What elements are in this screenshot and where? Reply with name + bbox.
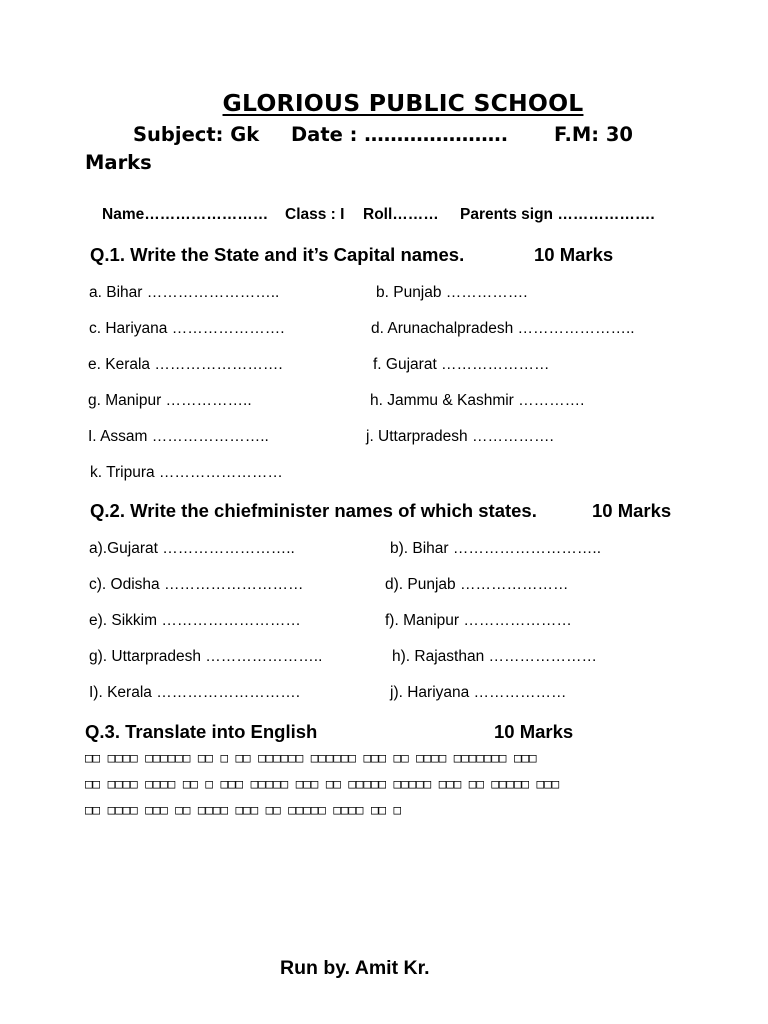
class-field: Class : I xyxy=(285,206,345,223)
q2-item: a).Gujarat …………………….. xyxy=(89,540,295,557)
date-field: Date : …………………. xyxy=(291,123,509,146)
q2-item: I). Kerala ………………………. xyxy=(89,684,300,701)
q2-item: g). Uttarpradesh ………………….. xyxy=(89,648,323,665)
roll-field: Roll……… xyxy=(363,206,439,223)
hindi-passage-line: □□ □□□□ □□□ □□ □□□□ □□□ □□ □□□□□ □□□□ □□ □ xyxy=(85,802,402,817)
q2-item: e). Sikkim ……………………… xyxy=(89,612,301,629)
full-marks: F.M: 30 xyxy=(554,123,633,146)
q2-item: b). Bihar ……………………….. xyxy=(390,540,601,557)
q1-item: I. Assam ………………….. xyxy=(88,428,269,445)
full-marks-unit: Marks xyxy=(85,151,152,174)
q2-item: d). Punjab ………………… xyxy=(385,576,569,593)
footer-credit: Run by. Amit Kr. xyxy=(280,957,430,979)
q1-item: c. Hariyana …………………. xyxy=(89,320,285,337)
q1-item: j. Uttarpradesh ……………. xyxy=(366,428,554,445)
q1-item: d. Arunachalpradesh ………………….. xyxy=(371,320,635,337)
q1-item: b. Punjab ……………. xyxy=(376,284,528,301)
parents-sign-field: Parents sign ………………. xyxy=(460,206,655,223)
hindi-passage-line: □□ □□□□ □□□□ □□ □ □□□ □□□□□ □□□ □□ □□□□□ □□□□□ □□□ □□ □□□□□ □□□ xyxy=(85,776,560,791)
q1-item: a. Bihar …………………….. xyxy=(89,284,280,301)
q2-item: h). Rajasthan ………………… xyxy=(392,648,597,665)
question-2-title: Q.2. Write the chiefminister names of which states. xyxy=(90,500,537,521)
q1-item: g. Manipur …………….. xyxy=(88,392,252,409)
q1-item: e. Kerala ……………………. xyxy=(88,356,283,373)
q1-item: k. Tripura …………………… xyxy=(90,464,283,481)
q2-item: j). Hariyana ……………… xyxy=(390,684,567,701)
question-1-title: Q.1. Write the State and it’s Capital names. xyxy=(90,244,465,265)
name-field: Name…………………… xyxy=(102,206,269,223)
school-title: GLORIOUS PUBLIC SCHOOL xyxy=(222,89,584,117)
q1-item: f. Gujarat ………………… xyxy=(373,356,550,373)
q2-item: f). Manipur ………………… xyxy=(385,612,572,629)
question-3-marks: 10 Marks xyxy=(494,721,574,742)
q2-item: c). Odisha ……………………… xyxy=(89,576,304,593)
hindi-passage-line: □□ □□□□ □□□□□□ □□ □ □□ □□□□□□ □□□□□□ □□□ □□ □□□□ □□□□□□□ □□□ xyxy=(85,750,537,765)
question-1-marks: 10 Marks xyxy=(534,244,614,265)
subject-label: Subject: Gk xyxy=(133,123,260,146)
q1-item: h. Jammu & Kashmir …………. xyxy=(370,392,585,409)
question-3-title: Q.3. Translate into English xyxy=(85,721,318,742)
question-2-marks: 10 Marks xyxy=(592,500,672,521)
